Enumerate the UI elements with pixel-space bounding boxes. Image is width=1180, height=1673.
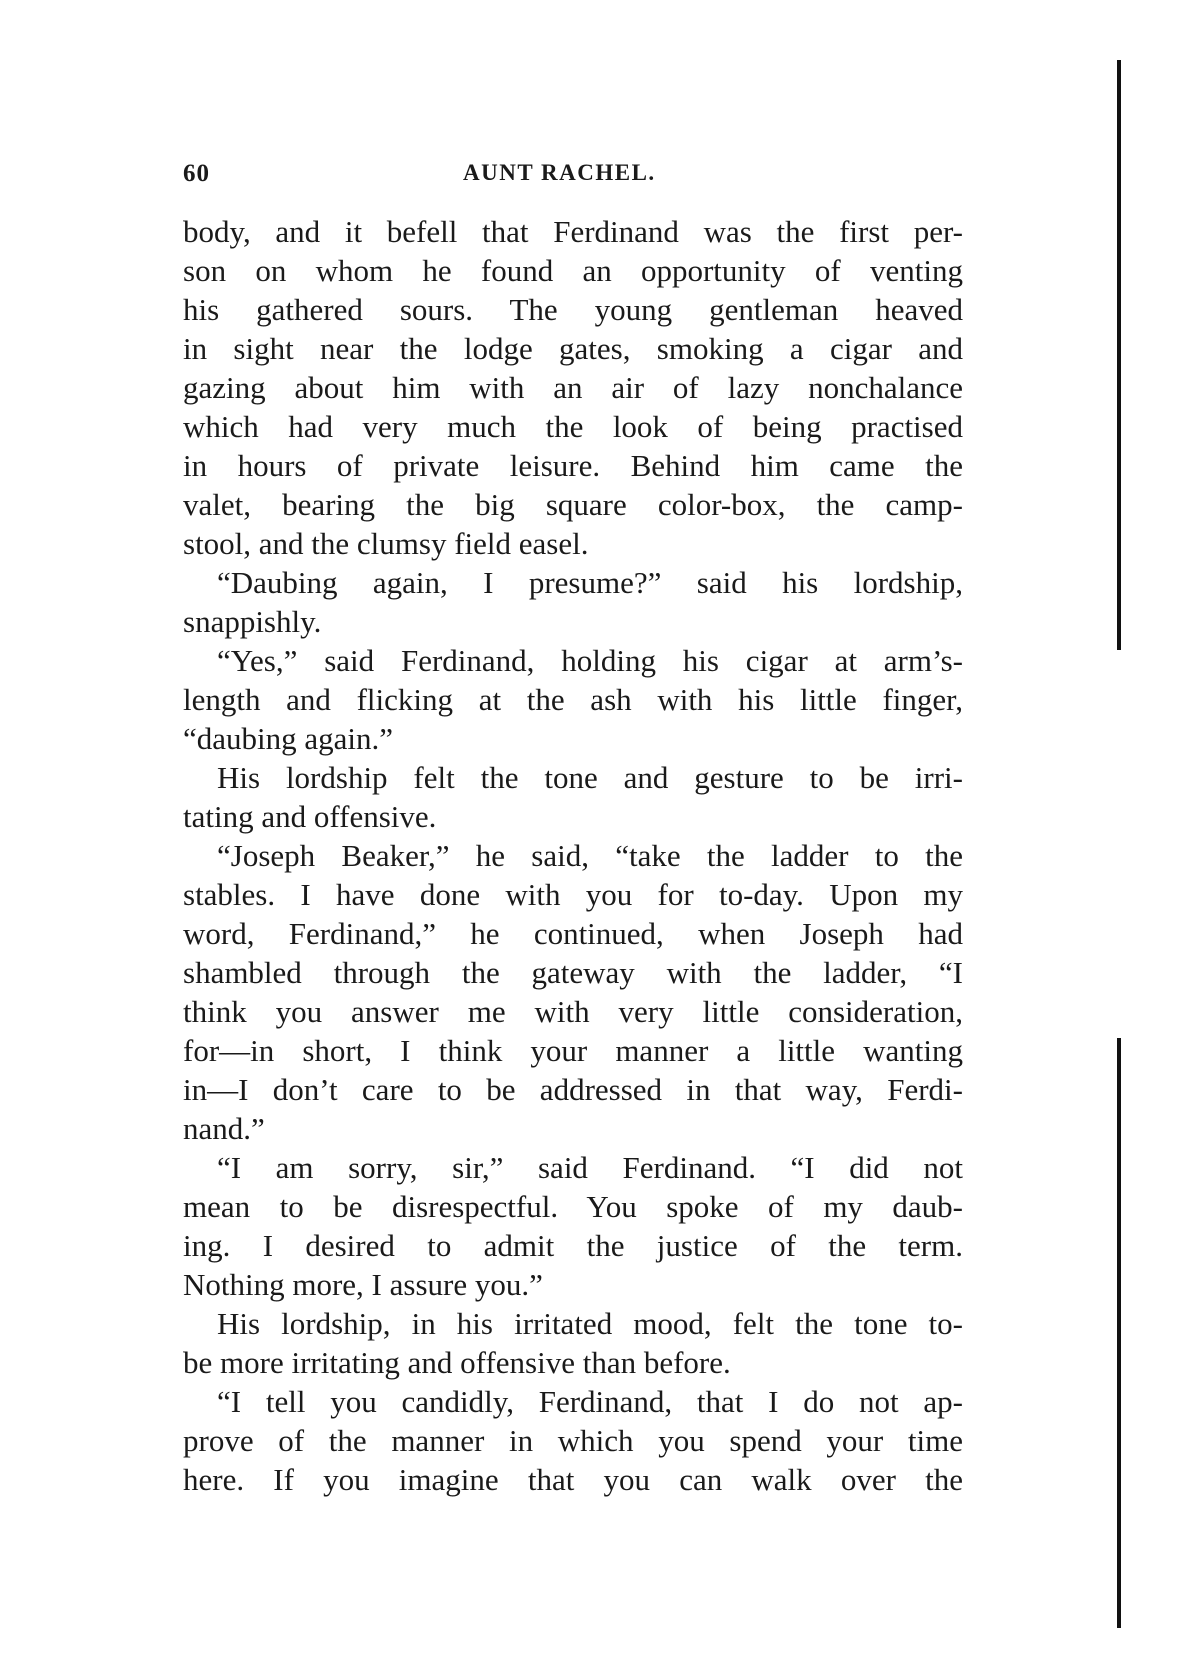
running-title: AUNT RACHEL. xyxy=(463,160,656,185)
text-line: “Daubing again, I presume?” said his lordship, xyxy=(217,565,963,600)
text-line: “Joseph Beaker,” he said, “take the ladder to the xyxy=(217,838,963,873)
text-line: length and flicking at the ash with his little finger, xyxy=(183,682,963,717)
text-line: nand.” xyxy=(183,1111,265,1146)
text-line: “I am sorry, sir,” said Ferdinand. “I did not xyxy=(217,1150,963,1185)
text-line: His lordship felt the tone and gesture to be irri- xyxy=(217,760,963,795)
page-edge-mark-upper xyxy=(1117,60,1121,650)
text-line: in hours of private leisure. Behind him came the xyxy=(183,448,963,483)
text-line: tating and offensive. xyxy=(183,799,437,834)
text-line: snappishly. xyxy=(183,604,322,639)
text-line: “Yes,” said Ferdinand, holding his cigar at arm’s- xyxy=(217,643,963,678)
running-header xyxy=(183,160,963,192)
text-line: body, and it befell that Ferdinand was the first per- xyxy=(183,214,963,249)
text-line: Nothing more, I assure you.” xyxy=(183,1267,543,1302)
body-text xyxy=(183,212,963,1499)
text-line: stool, and the clumsy field easel. xyxy=(183,526,589,561)
text-line: shambled through the gateway with the ladder, “I xyxy=(183,955,963,990)
text-line: son on whom he found an opportunity of venting xyxy=(183,253,963,288)
text-line: “daubing again.” xyxy=(183,721,394,756)
text-line: in sight near the lodge gates, smoking a cigar and xyxy=(183,331,963,366)
text-line: be more irritating and offensive than before. xyxy=(183,1345,731,1380)
text-line: here. If you imagine that you can walk over the xyxy=(183,1462,963,1497)
text-line: for—in short, I think your manner a little wanting xyxy=(183,1033,963,1068)
page-number: 60 xyxy=(183,160,210,187)
text-line: which had very much the look of being practised xyxy=(183,409,963,444)
text-line: gazing about him with an air of lazy nonchalance xyxy=(183,370,963,405)
text-line: valet, bearing the big square color-box, the camp- xyxy=(183,487,963,522)
text-line: prove of the manner in which you spend your time xyxy=(183,1423,963,1458)
text-line: stables. I have done with you for to-day. Upon my xyxy=(183,877,963,912)
text-line: his gathered sours. The young gentleman heaved xyxy=(183,292,963,327)
text-line: mean to be disrespectful. You spoke of my daub- xyxy=(183,1189,963,1224)
text-line: ing. I desired to admit the justice of the term. xyxy=(183,1228,963,1263)
text-line: “I tell you candidly, Ferdinand, that I do not ap- xyxy=(217,1384,963,1419)
page-edge-mark-lower xyxy=(1117,1038,1121,1628)
text-line: in—I don’t care to be addressed in that way, Ferdi- xyxy=(183,1072,963,1107)
text-line: word, Ferdinand,” he continued, when Joseph had xyxy=(183,916,963,951)
text-line: think you answer me with very little consideration, xyxy=(183,994,963,1029)
text-line: His lordship, in his irritated mood, felt the tone to- xyxy=(217,1306,963,1341)
